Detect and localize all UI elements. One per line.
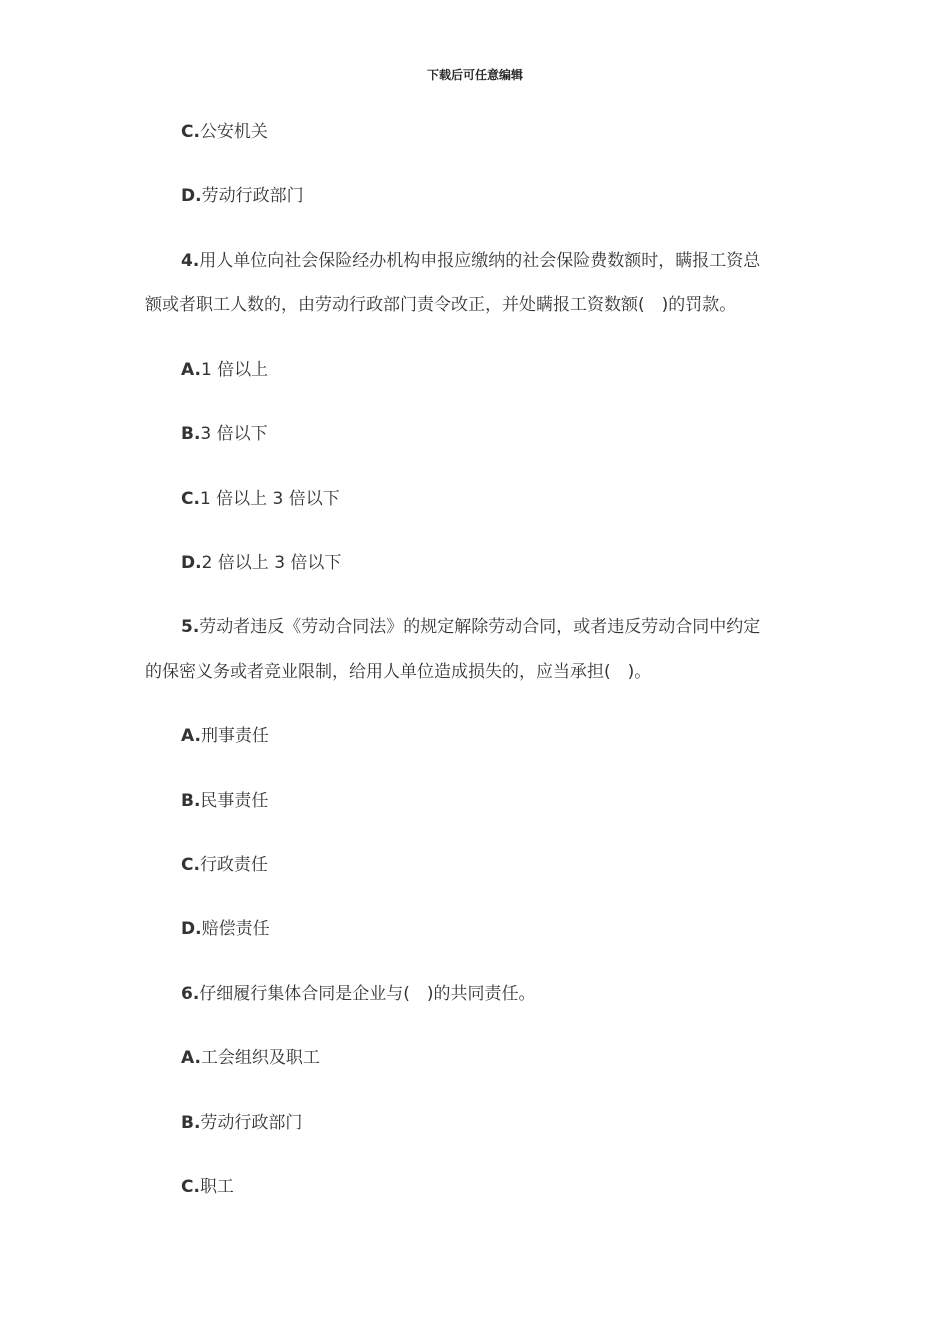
question-text: 仔细履行集体合同是企业与( )的共同责任。: [199, 983, 536, 1004]
option-item: [145, 551, 810, 575]
option-item: [145, 1111, 810, 1135]
page-header: 下载后可任意编辑: [426, 68, 523, 82]
document-body: [145, 120, 810, 1239]
option-label: D.: [181, 919, 202, 940]
option-item: [145, 184, 810, 208]
option-text: 劳动行政部门: [201, 186, 304, 207]
option-item: [145, 422, 810, 446]
option-text: 公安机关: [199, 122, 268, 142]
question-number: 5.: [181, 617, 200, 638]
option-item: [145, 1046, 810, 1070]
option-item: [145, 487, 810, 511]
option-item: [145, 1175, 810, 1199]
option-label: D.: [181, 186, 202, 207]
question-line-1: [145, 249, 810, 273]
option-text: 3 倍以下: [200, 424, 268, 445]
option-text: 赔偿责任: [201, 919, 270, 940]
question-line-1: [145, 615, 810, 639]
option-label: D.: [181, 552, 202, 573]
option-label: B.: [181, 424, 201, 445]
question-item: [145, 615, 810, 684]
question-text-line-1: 用人单位向社会保险经办机构申报应缴纳的社会保险费数额时，瞒报工资总: [199, 250, 761, 271]
question-number: 6.: [181, 983, 200, 1004]
option-text: 刑事责任: [200, 726, 269, 747]
option-text: 劳动行政部门: [200, 1112, 303, 1133]
option-label: A.: [181, 1048, 201, 1069]
option-item: [145, 853, 810, 877]
option-text: 1 倍以上: [200, 359, 269, 380]
option-label: B.: [181, 1112, 201, 1133]
question-line-2: [145, 293, 810, 317]
option-label: C.: [181, 488, 200, 509]
option-label: B.: [181, 790, 201, 811]
option-label: C.: [181, 1177, 200, 1198]
question-text-line-2: 额或者职工人数的，由劳动行政部门责令改正，并处瞒报工资数额( )的罚款。: [145, 295, 737, 316]
option-item: [145, 120, 810, 144]
option-text: 职工: [199, 1177, 234, 1198]
question-item: [145, 249, 810, 318]
option-text: 民事责任: [200, 790, 269, 811]
option-item: [145, 358, 810, 382]
option-item: [145, 724, 810, 748]
question-number: 4.: [181, 250, 200, 271]
option-item: [145, 789, 810, 813]
question-text-line-2: 的保密义务或者竞业限制，给用人单位造成损失的，应当承担( )。: [145, 661, 652, 682]
option-label: A.: [181, 726, 201, 747]
option-label: C.: [181, 122, 200, 142]
question-line-2: [145, 660, 810, 684]
option-text: 2 倍以上 3 倍以下: [201, 552, 342, 573]
question-item: [145, 982, 810, 1006]
option-label: A.: [181, 359, 201, 380]
option-text: 行政责任: [199, 855, 268, 876]
option-item: [145, 917, 810, 941]
option-text: 1 倍以上 3 倍以下: [199, 488, 340, 509]
option-label: C.: [181, 855, 200, 876]
option-text: 工会组织及职工: [200, 1048, 320, 1069]
question-text-line-1: 劳动者违反《劳动合同法》的规定解除劳动合同，或者违反劳动合同中约定: [199, 617, 761, 638]
